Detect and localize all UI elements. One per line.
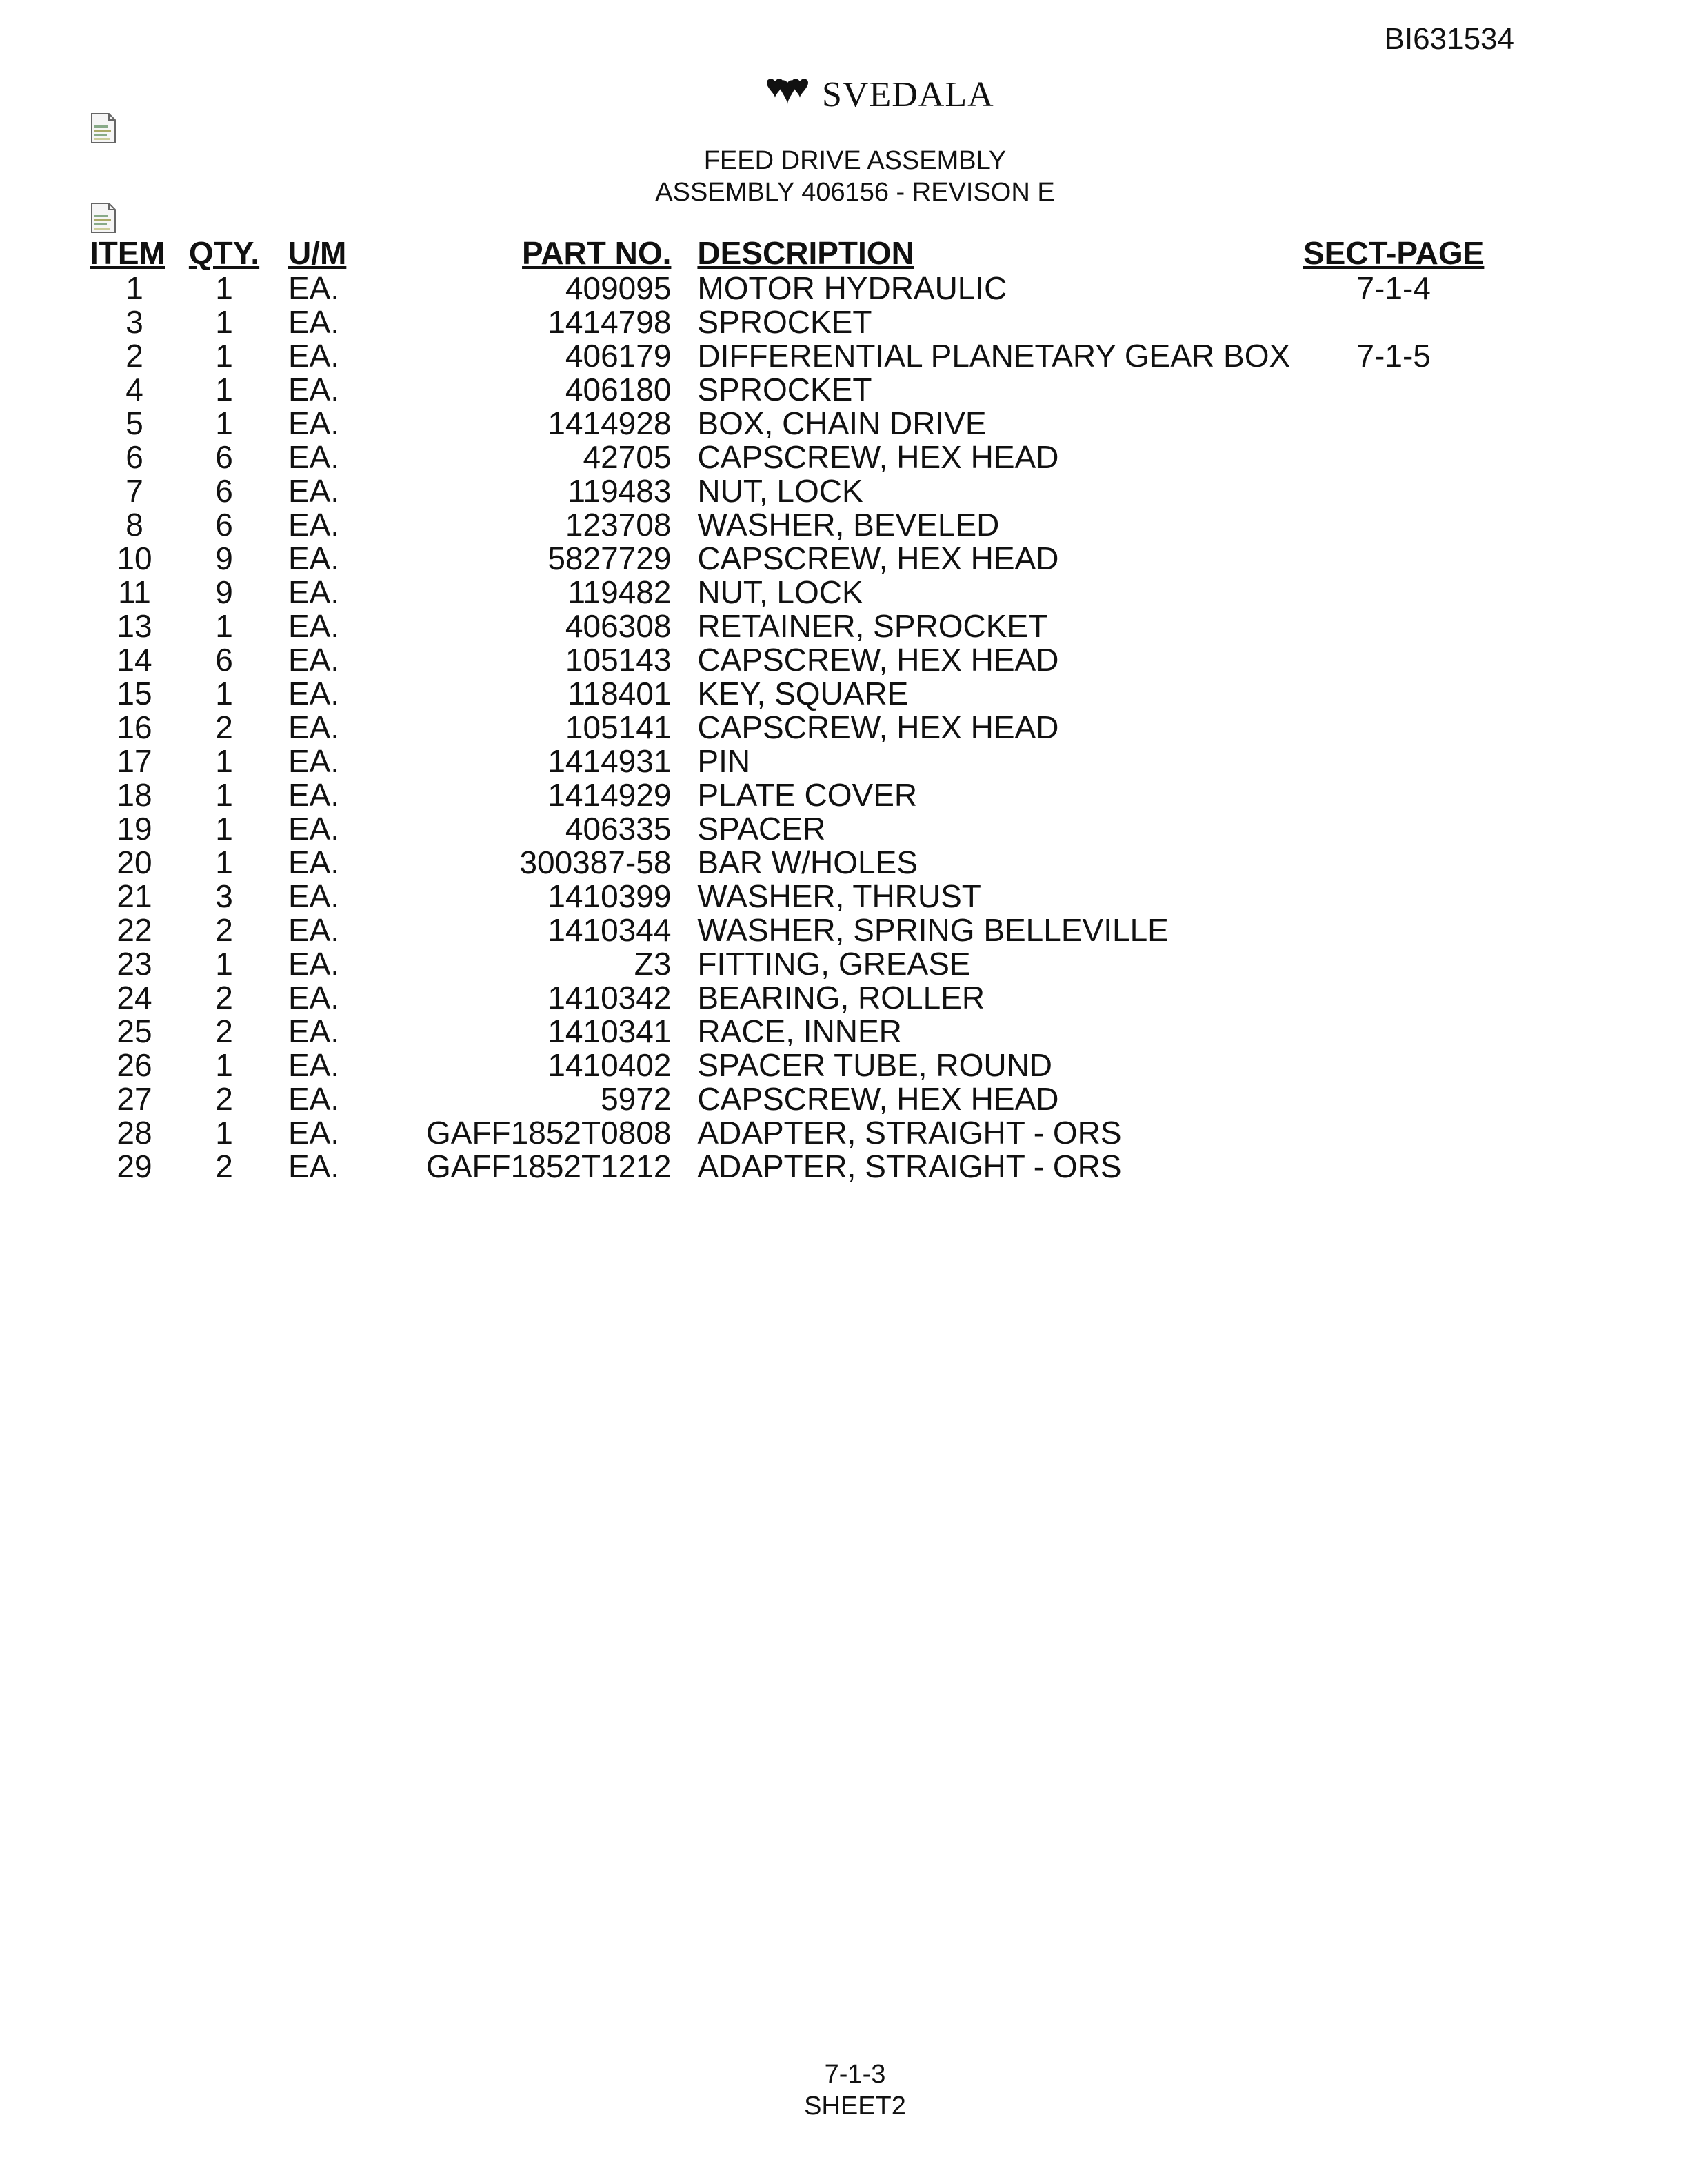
cell-description: CAPSCREW, HEX HEAD <box>697 1081 1059 1117</box>
cell-part-no: 119483 <box>567 473 672 509</box>
cell-um: EA. <box>288 845 340 880</box>
cell-item: 15 <box>117 676 152 711</box>
cell-description: PIN <box>697 743 751 779</box>
table-row <box>90 1049 1497 1082</box>
cell-um: EA. <box>288 642 340 678</box>
table-row <box>90 373 1497 407</box>
cell-part-no: 118401 <box>567 676 672 711</box>
svedala-hearts-logo-icon <box>764 77 816 112</box>
parts-table <box>90 232 1497 1184</box>
table-row <box>90 441 1497 474</box>
cell-sect-page <box>1290 407 1497 441</box>
cell-item: 1 <box>125 270 143 306</box>
cell-part-no: 42705 <box>583 439 672 475</box>
cell-qty: 9 <box>215 540 233 576</box>
cell-item: 14 <box>117 642 152 678</box>
cell-part-no: 300387-58 <box>519 845 672 880</box>
cell-description: RACE, INNER <box>697 1013 902 1049</box>
cell-part-no: 1410342 <box>547 980 672 1015</box>
cell-item: 28 <box>117 1115 152 1151</box>
cell-qty: 9 <box>215 574 233 610</box>
cell-qty: 1 <box>215 946 233 982</box>
document-id: BI631534 <box>1384 22 1514 56</box>
cell-um: EA. <box>288 878 340 914</box>
cell-part-no: 123708 <box>565 507 672 543</box>
cell-qty: 1 <box>215 1115 233 1151</box>
header-sect-page: SECT-PAGE <box>1303 235 1485 271</box>
cell-part-no: 1414928 <box>547 405 672 441</box>
table-row <box>90 542 1497 576</box>
cell-description: PLATE COVER <box>697 777 918 813</box>
cell-um: EA. <box>288 507 340 543</box>
cell-sect-page <box>1290 1150 1497 1184</box>
cell-sect-page <box>1290 441 1497 474</box>
logo-text: SVEDALA <box>822 75 994 114</box>
header-item: ITEM <box>90 235 165 271</box>
header-part-no: PART NO. <box>522 235 672 271</box>
table-row <box>90 643 1497 677</box>
cell-um: EA. <box>288 1149 340 1184</box>
cell-description: CAPSCREW, HEX HEAD <box>697 439 1059 475</box>
table-row <box>90 711 1497 745</box>
cell-qty: 1 <box>215 304 233 340</box>
cell-part-no: 1414929 <box>547 777 672 813</box>
document-icon[interactable] <box>90 113 117 147</box>
cell-item: 3 <box>125 304 143 340</box>
cell-part-no: Z3 <box>634 946 672 982</box>
cell-description: FITTING, GREASE <box>697 946 971 982</box>
cell-um: EA. <box>288 608 340 644</box>
cell-qty: 2 <box>215 980 233 1015</box>
title-block <box>0 145 1688 208</box>
cell-um: EA. <box>288 777 340 813</box>
cell-qty: 1 <box>215 270 233 306</box>
table-row <box>90 745 1497 778</box>
cell-item: 11 <box>118 574 151 610</box>
cell-part-no: 406180 <box>565 372 672 407</box>
cell-description: ADAPTER, STRAIGHT - ORS <box>697 1149 1122 1184</box>
table-row <box>90 1082 1497 1116</box>
cell-part-no: 1414798 <box>547 304 672 340</box>
cell-sect-page <box>1290 745 1497 778</box>
cell-um: EA. <box>288 980 340 1015</box>
table-row <box>90 407 1497 441</box>
cell-qty: 1 <box>215 811 233 847</box>
cell-um: EA. <box>288 270 340 306</box>
cell-um: EA. <box>288 540 340 576</box>
cell-item: 16 <box>117 709 152 745</box>
cell-description: BEARING, ROLLER <box>697 980 985 1015</box>
cell-um: EA. <box>288 743 340 779</box>
page-footer <box>0 2059 1688 2122</box>
header-um: U/M <box>288 235 347 271</box>
cell-part-no: 1410344 <box>547 912 672 948</box>
cell-qty: 2 <box>215 912 233 948</box>
cell-qty: 1 <box>215 777 233 813</box>
table-row <box>90 1150 1497 1184</box>
cell-description: KEY, SQUARE <box>697 676 909 711</box>
header-qty: QTY. <box>188 235 260 271</box>
cell-sect-page <box>1290 846 1497 880</box>
cell-sect-page <box>1290 947 1497 981</box>
cell-item: 27 <box>117 1081 152 1117</box>
cell-qty: 6 <box>215 507 233 543</box>
cell-um: EA. <box>288 946 340 982</box>
cell-um: EA. <box>288 709 340 745</box>
table-row <box>90 339 1497 373</box>
cell-qty: 1 <box>215 372 233 407</box>
cell-item: 29 <box>117 1149 152 1184</box>
cell-item: 7 <box>125 473 143 509</box>
cell-part-no: 1410341 <box>547 1013 672 1049</box>
cell-um: EA. <box>288 676 340 711</box>
cell-qty: 1 <box>215 405 233 441</box>
cell-sect-page <box>1290 1116 1497 1150</box>
cell-description: SPACER TUBE, ROUND <box>697 1047 1053 1083</box>
cell-part-no: 406179 <box>565 338 672 374</box>
cell-um: EA. <box>288 912 340 948</box>
cell-item: 8 <box>125 507 143 543</box>
cell-qty: 1 <box>215 1047 233 1083</box>
cell-description: WASHER, THRUST <box>697 878 981 914</box>
cell-item: 25 <box>117 1013 152 1049</box>
cell-qty: 1 <box>215 743 233 779</box>
cell-item: 23 <box>117 946 152 982</box>
cell-part-no: GAFF1852T1212 <box>426 1149 672 1184</box>
cell-um: EA. <box>288 439 340 475</box>
cell-part-no: 5972 <box>601 1081 672 1117</box>
svedala-logo <box>764 74 994 115</box>
table-row <box>90 272 1497 305</box>
table-row <box>90 508 1497 542</box>
table-row <box>90 778 1497 812</box>
cell-um: EA. <box>288 1047 340 1083</box>
cell-description: RETAINER, SPROCKET <box>697 608 1048 644</box>
table-row <box>90 677 1497 711</box>
cell-description: WASHER, BEVELED <box>697 507 1000 543</box>
cell-um: EA. <box>288 405 340 441</box>
cell-sect-page <box>1290 1049 1497 1082</box>
cell-qty: 2 <box>215 1013 233 1049</box>
cell-sect-page <box>1290 508 1497 542</box>
cell-description: DIFFERENTIAL PLANETARY GEAR BOX <box>697 338 1291 374</box>
cell-um: EA. <box>288 574 340 610</box>
table-row <box>90 609 1497 643</box>
cell-sect-page <box>1290 1015 1497 1049</box>
cell-um: EA. <box>288 338 340 374</box>
cell-item: 17 <box>117 743 152 779</box>
table-row <box>90 880 1497 913</box>
cell-qty: 1 <box>215 608 233 644</box>
cell-um: EA. <box>288 473 340 509</box>
cell-qty: 1 <box>215 845 233 880</box>
cell-sect-page <box>1290 373 1497 407</box>
cell-qty: 2 <box>215 709 233 745</box>
cell-description: SPROCKET <box>697 372 872 407</box>
cell-qty: 6 <box>215 642 233 678</box>
cell-part-no: 406335 <box>565 811 672 847</box>
cell-sect-page <box>1290 609 1497 643</box>
cell-description: NUT, LOCK <box>697 574 863 610</box>
cell-item: 19 <box>117 811 152 847</box>
cell-um: EA. <box>288 1115 340 1151</box>
cell-item: 18 <box>117 777 152 813</box>
assembly-revision: ASSEMBLY 406156 - REVISON E <box>655 178 1055 207</box>
cell-sect-page <box>1290 981 1497 1015</box>
cell-qty: 1 <box>215 676 233 711</box>
cell-sect-page <box>1290 474 1497 508</box>
cell-description: WASHER, SPRING BELLEVILLE <box>697 912 1169 948</box>
cell-um: EA. <box>288 1081 340 1117</box>
cell-um: EA. <box>288 811 340 847</box>
cell-sect-page <box>1290 305 1497 339</box>
cell-item: 13 <box>117 608 152 644</box>
cell-sect-page: 7-1-4 <box>1356 270 1431 306</box>
cell-part-no: 1414931 <box>547 743 672 779</box>
cell-description: CAPSCREW, HEX HEAD <box>697 540 1059 576</box>
cell-qty: 6 <box>215 439 233 475</box>
cell-qty: 3 <box>215 878 233 914</box>
cell-sect-page <box>1290 1082 1497 1116</box>
cell-part-no: 5827729 <box>547 540 672 576</box>
cell-description: MOTOR HYDRAULIC <box>697 270 1007 306</box>
cell-item: 22 <box>117 912 152 948</box>
cell-sect-page <box>1290 643 1497 677</box>
cell-item: 6 <box>125 439 143 475</box>
cell-qty: 2 <box>215 1081 233 1117</box>
table-row <box>90 846 1497 880</box>
table-header-row <box>90 232 1497 272</box>
cell-sect-page <box>1290 913 1497 947</box>
cell-sect-page <box>1290 778 1497 812</box>
cell-sect-page <box>1290 542 1497 576</box>
cell-description: CAPSCREW, HEX HEAD <box>697 709 1059 745</box>
cell-item: 10 <box>117 540 152 576</box>
table-row <box>90 812 1497 846</box>
cell-item: 21 <box>117 878 152 914</box>
cell-part-no: 105141 <box>565 709 672 745</box>
cell-item: 20 <box>117 845 152 880</box>
table-row <box>90 1015 1497 1049</box>
table-row <box>90 1116 1497 1150</box>
assembly-title: FEED DRIVE ASSEMBLY <box>703 146 1007 175</box>
cell-sect-page <box>1290 677 1497 711</box>
cell-sect-page <box>1290 880 1497 913</box>
cell-part-no: 105143 <box>565 642 672 678</box>
table-row <box>90 474 1497 508</box>
cell-qty: 2 <box>215 1149 233 1184</box>
cell-description: BAR W/HOLES <box>697 845 918 880</box>
cell-item: 5 <box>125 405 143 441</box>
cell-description: SPROCKET <box>697 304 872 340</box>
cell-item: 26 <box>117 1047 152 1083</box>
cell-description: CAPSCREW, HEX HEAD <box>697 642 1059 678</box>
table-row <box>90 913 1497 947</box>
table-row <box>90 305 1497 339</box>
cell-item: 2 <box>125 338 143 374</box>
cell-sect-page <box>1290 711 1497 745</box>
table-row <box>90 981 1497 1015</box>
cell-part-no: 1410402 <box>547 1047 672 1083</box>
sheet-label: SHEET2 <box>804 2092 906 2121</box>
page-number: 7-1-3 <box>824 2060 886 2089</box>
cell-item: 4 <box>125 372 143 407</box>
table-row <box>90 947 1497 981</box>
cell-part-no: 406308 <box>565 608 672 644</box>
cell-item: 24 <box>117 980 152 1015</box>
cell-um: EA. <box>288 304 340 340</box>
cell-part-no: 119482 <box>567 574 672 610</box>
cell-um: EA. <box>288 372 340 407</box>
cell-um: EA. <box>288 1013 340 1049</box>
cell-qty: 6 <box>215 473 233 509</box>
cell-part-no: GAFF1852T0808 <box>426 1115 672 1151</box>
cell-part-no: 409095 <box>565 270 672 306</box>
cell-description: SPACER <box>697 811 826 847</box>
cell-description: ADAPTER, STRAIGHT - ORS <box>697 1115 1122 1151</box>
cell-sect-page: 7-1-5 <box>1356 338 1431 374</box>
cell-sect-page <box>1290 812 1497 846</box>
cell-description: BOX, CHAIN DRIVE <box>697 405 987 441</box>
table-row <box>90 576 1497 609</box>
cell-sect-page <box>1290 576 1497 609</box>
cell-qty: 1 <box>215 338 233 374</box>
cell-description: NUT, LOCK <box>697 473 863 509</box>
cell-part-no: 1410399 <box>547 878 672 914</box>
header-description: DESCRIPTION <box>697 235 914 271</box>
